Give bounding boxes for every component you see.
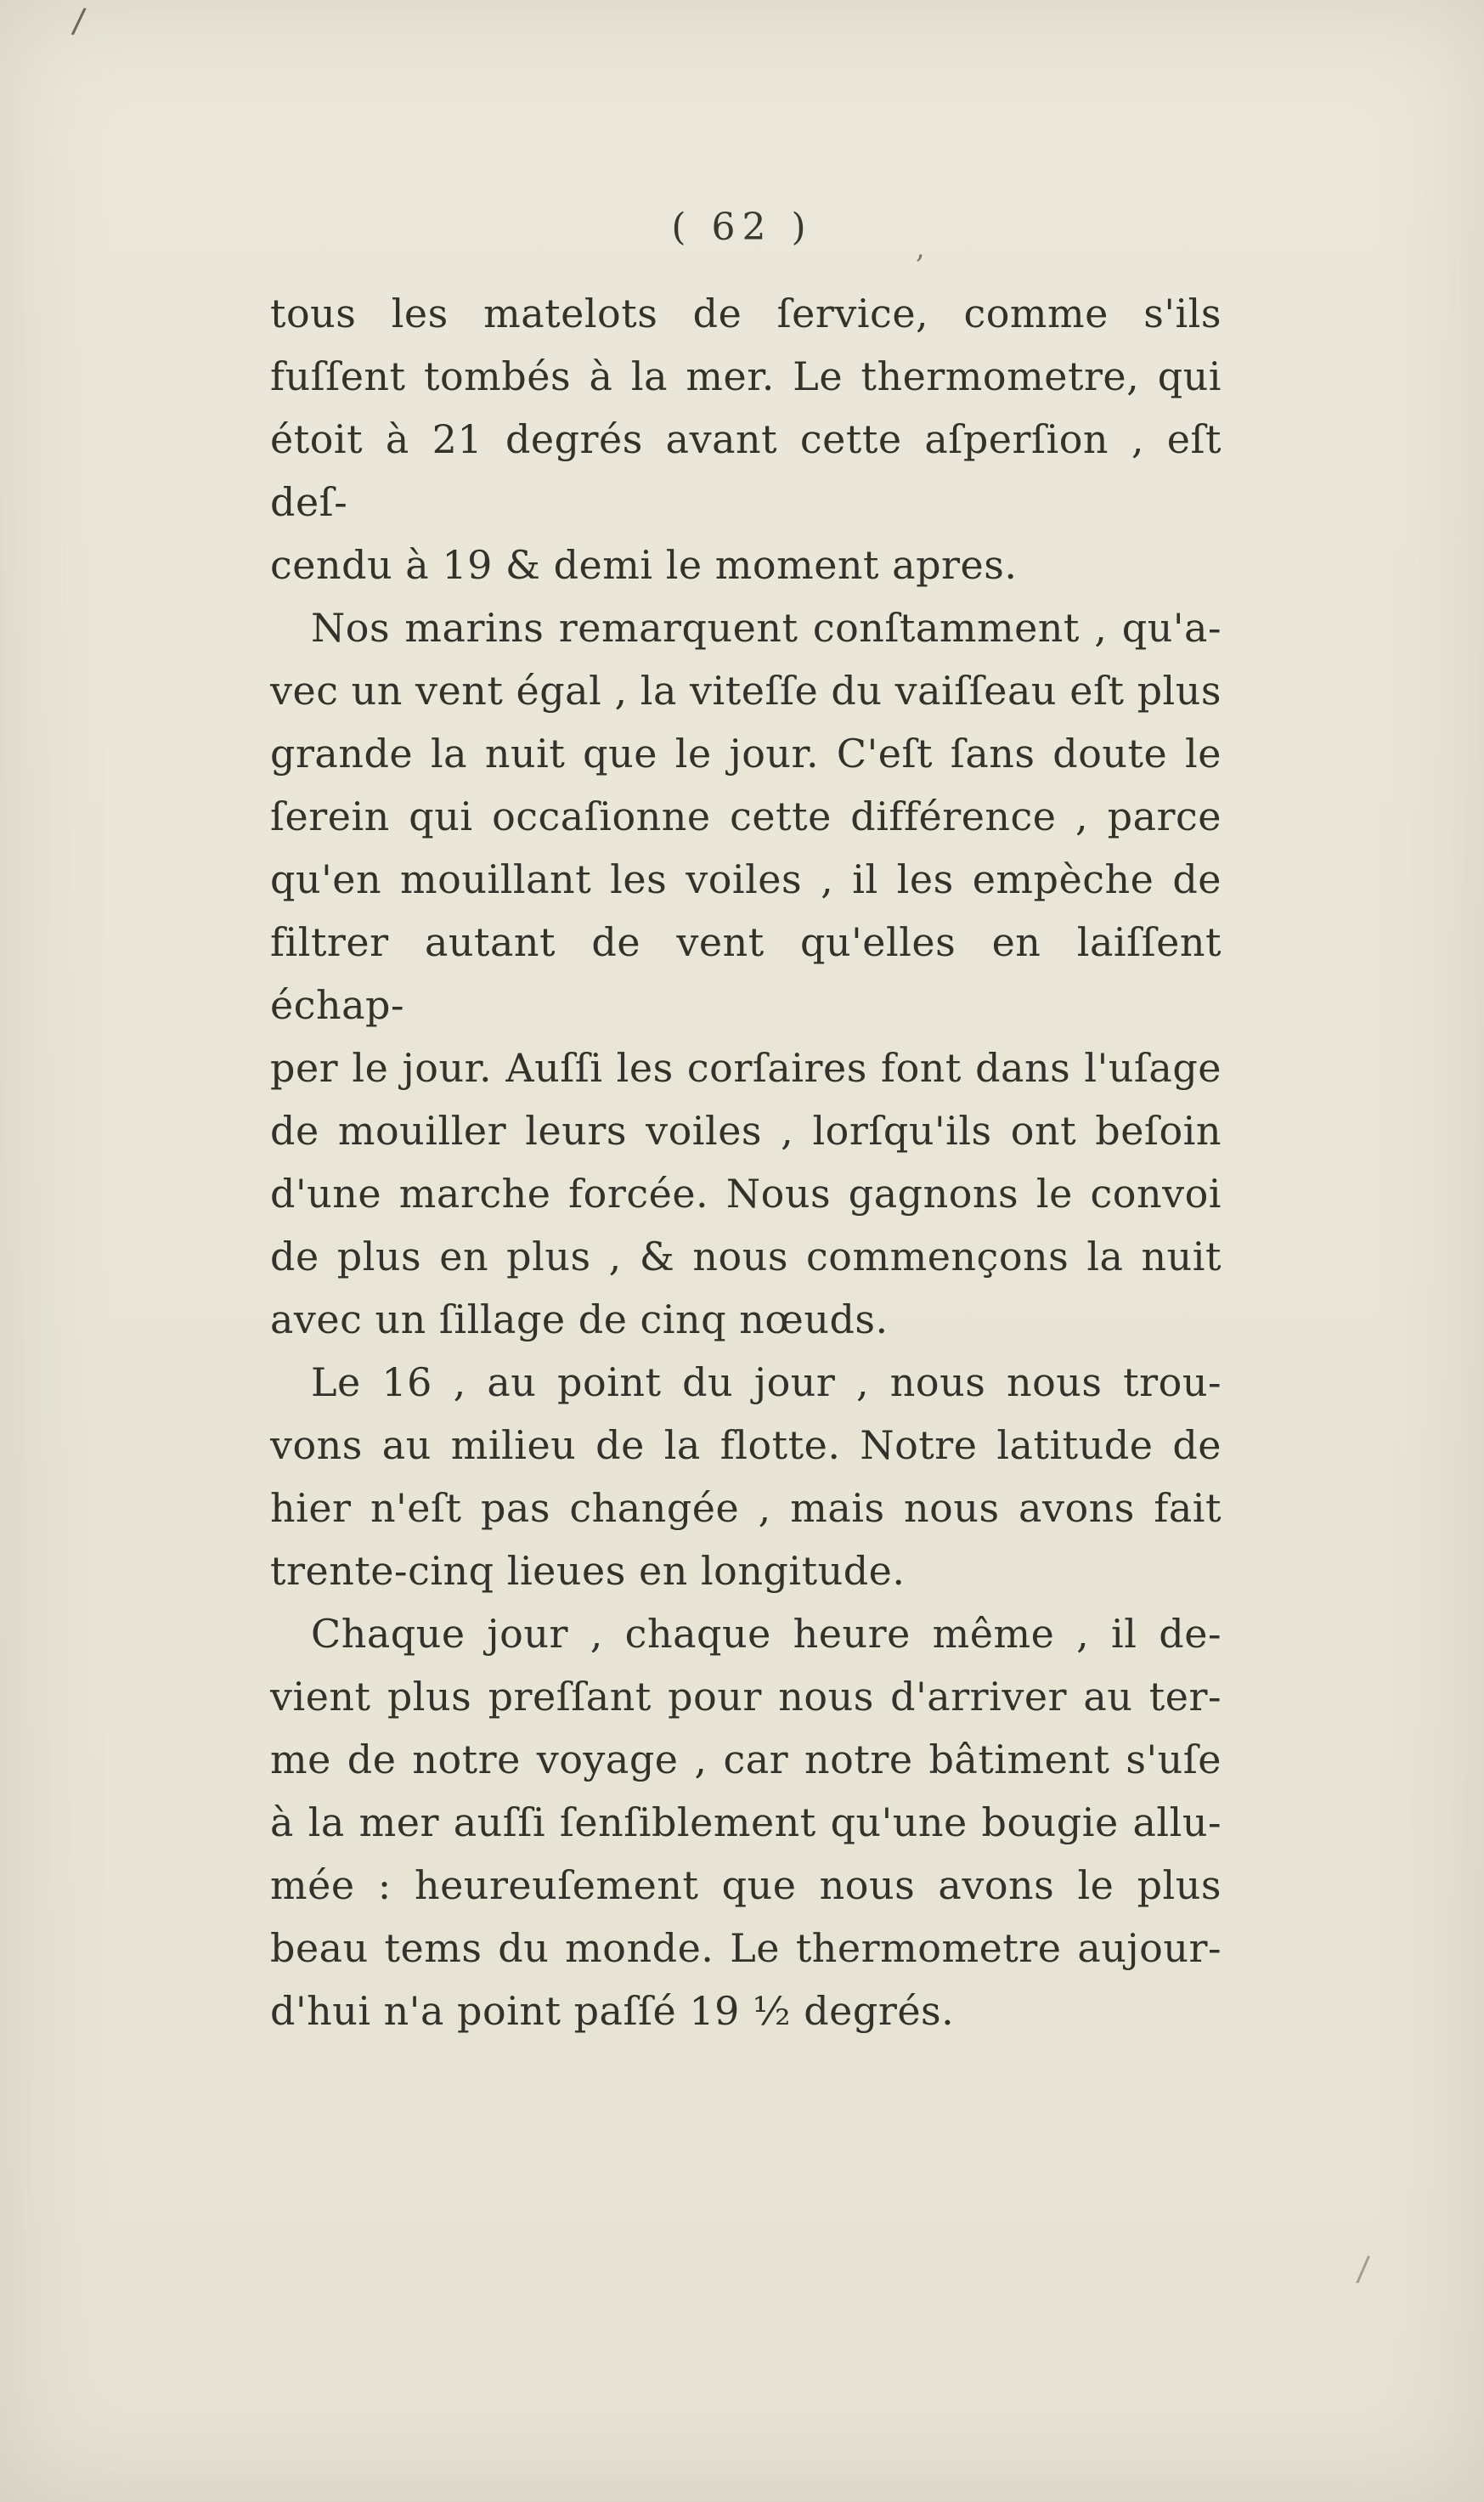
text-line: tous les matelots de ſervice, comme s'ils	[270, 291, 1222, 336]
text-line: vons au milieu de la flotte. Notre latitude de	[270, 1422, 1222, 1468]
text-line: à la mer auſſi ſenſiblement qu'une bougie allu-	[270, 1799, 1222, 1845]
paragraph	[270, 1351, 1222, 1602]
text-line: qu'en mouillant les voiles , il les empèche de	[270, 856, 1222, 902]
text-line: ſerein qui occaſionne cette différence , parce	[270, 794, 1222, 839]
text-line: hier n'eſt pas changée , mais nous avons fait	[270, 1485, 1222, 1531]
paragraph	[270, 1602, 1222, 2042]
text-line: vec un vent égal , la viteſſe du vaiſſeau eſt plus	[270, 668, 1222, 714]
paragraph	[270, 596, 1222, 1351]
text-line: étoit à 21 degrés avant cette aſperſion , eſt deſ-	[270, 416, 1222, 525]
text-line: filtrer autant de vent qu'elles en laiſſent échap-	[270, 919, 1222, 1028]
text-line: Le 16 , au point du jour , nous nous trou-	[311, 1359, 1222, 1405]
page-number: ( 62 )	[671, 206, 813, 249]
stray-mark-top-left: /	[70, 1, 87, 42]
text-line: de plus en plus , & nous commençons la nuit	[270, 1234, 1222, 1279]
text-line: Nos marins remarquent conſtamment , qu'a-	[311, 605, 1222, 651]
text-line: grande la nuit que le jour. C'eſt ſans doute le	[270, 731, 1222, 777]
stray-mark-header-right: ,	[916, 231, 925, 265]
text-line: d'hui n'a point paſſé 19 ½ degrés.	[270, 1988, 955, 2034]
text-line: fuſſent tombés à la mer. Le thermometre, qui	[270, 353, 1222, 399]
text-line: beau tems du monde. Le thermometre aujour-	[270, 1925, 1222, 1971]
text-line: trente-cinq lieues en longitude.	[270, 1548, 906, 1594]
text-line: per le jour. Auſſi les corſaires font dans l'uſage	[270, 1045, 1222, 1091]
text-line: cendu à 19 & demi le moment apres.	[270, 542, 1018, 588]
text-line: avec un ſillage de cinq nœuds.	[270, 1296, 889, 1342]
text-block	[270, 282, 1222, 2042]
text-line: d'une marche forcée. Nous gagnons le convoi	[270, 1171, 1222, 1217]
text-line: mée : heureuſement que nous avons le plus	[270, 1862, 1222, 1908]
stray-mark-bottom-right: /	[1355, 2249, 1371, 2290]
text-line: Chaque jour , chaque heure même , il de-	[311, 1611, 1222, 1657]
text-line: me de notre voyage , car notre bâtiment s'uſe	[270, 1737, 1222, 1782]
text-line: de mouiller leurs voiles , lorſqu'ils ont beſoin	[270, 1108, 1222, 1154]
text-line: vient plus preſſant pour nous d'arriver au ter-	[270, 1674, 1222, 1720]
paragraph	[270, 282, 1222, 596]
